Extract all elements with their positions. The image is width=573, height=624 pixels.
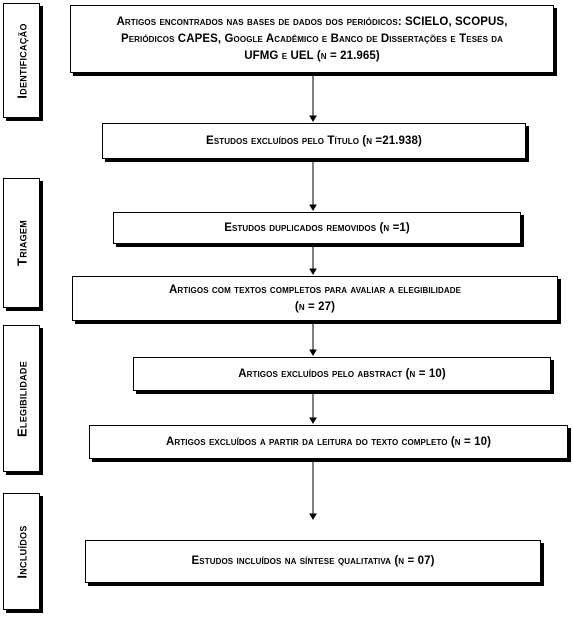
stage-triagem-label: Triagem: [14, 219, 29, 267]
arrow-head: [310, 350, 316, 355]
box-excluded-title-text: Estudos excluídos pelo Título (n =21.938): [206, 134, 422, 147]
arrow-head: [310, 205, 316, 210]
box-excluded-fulltext: [89, 425, 568, 459]
box-included-text: Estudos incluídos na síntese qualitativa (n = 07): [191, 555, 435, 567]
stage-incluidos-label: Incluídos: [14, 524, 29, 579]
box-included: [85, 540, 541, 583]
box-found-line2: Periódicos CAPES, Google Acadêmico e Banco de Dissertações e Teses da: [120, 32, 504, 45]
box-found-line1: Artigos encontrados nas bases de dados dos periódicos: SCIELO, SCOPUS,: [116, 15, 508, 28]
box-fulltext: [72, 276, 558, 321]
stage-identificacao-label: Identificação: [14, 22, 29, 99]
arrow-head: [310, 514, 316, 519]
box-duplicates-text: Estudos duplicados removidos (n =1): [224, 221, 410, 234]
box-found-line3: UFMG e UEL (n = 21.965): [244, 49, 380, 62]
box-found: [70, 5, 554, 73]
arrow-head: [310, 116, 316, 121]
box-excluded-fulltext-text: Artigos excluídos a partir da leitura do texto completo (n = 10): [165, 435, 492, 448]
arrow-head: [310, 269, 316, 274]
arrow-head: [310, 418, 316, 423]
box-fulltext-line1: Artigos com textos completos para avaliar a elegibilidade: [168, 283, 462, 296]
box-duplicates: [113, 212, 521, 244]
box-excluded-abstract: [133, 357, 551, 391]
box-excluded-title: [102, 123, 526, 159]
stage-elegibilidade-label: Elegibilidade: [14, 360, 29, 437]
box-fulltext-line2: (n = 27): [294, 300, 336, 313]
box-excluded-abstract-text: Artigos excluídos pelo abstract (n = 10): [238, 367, 446, 380]
